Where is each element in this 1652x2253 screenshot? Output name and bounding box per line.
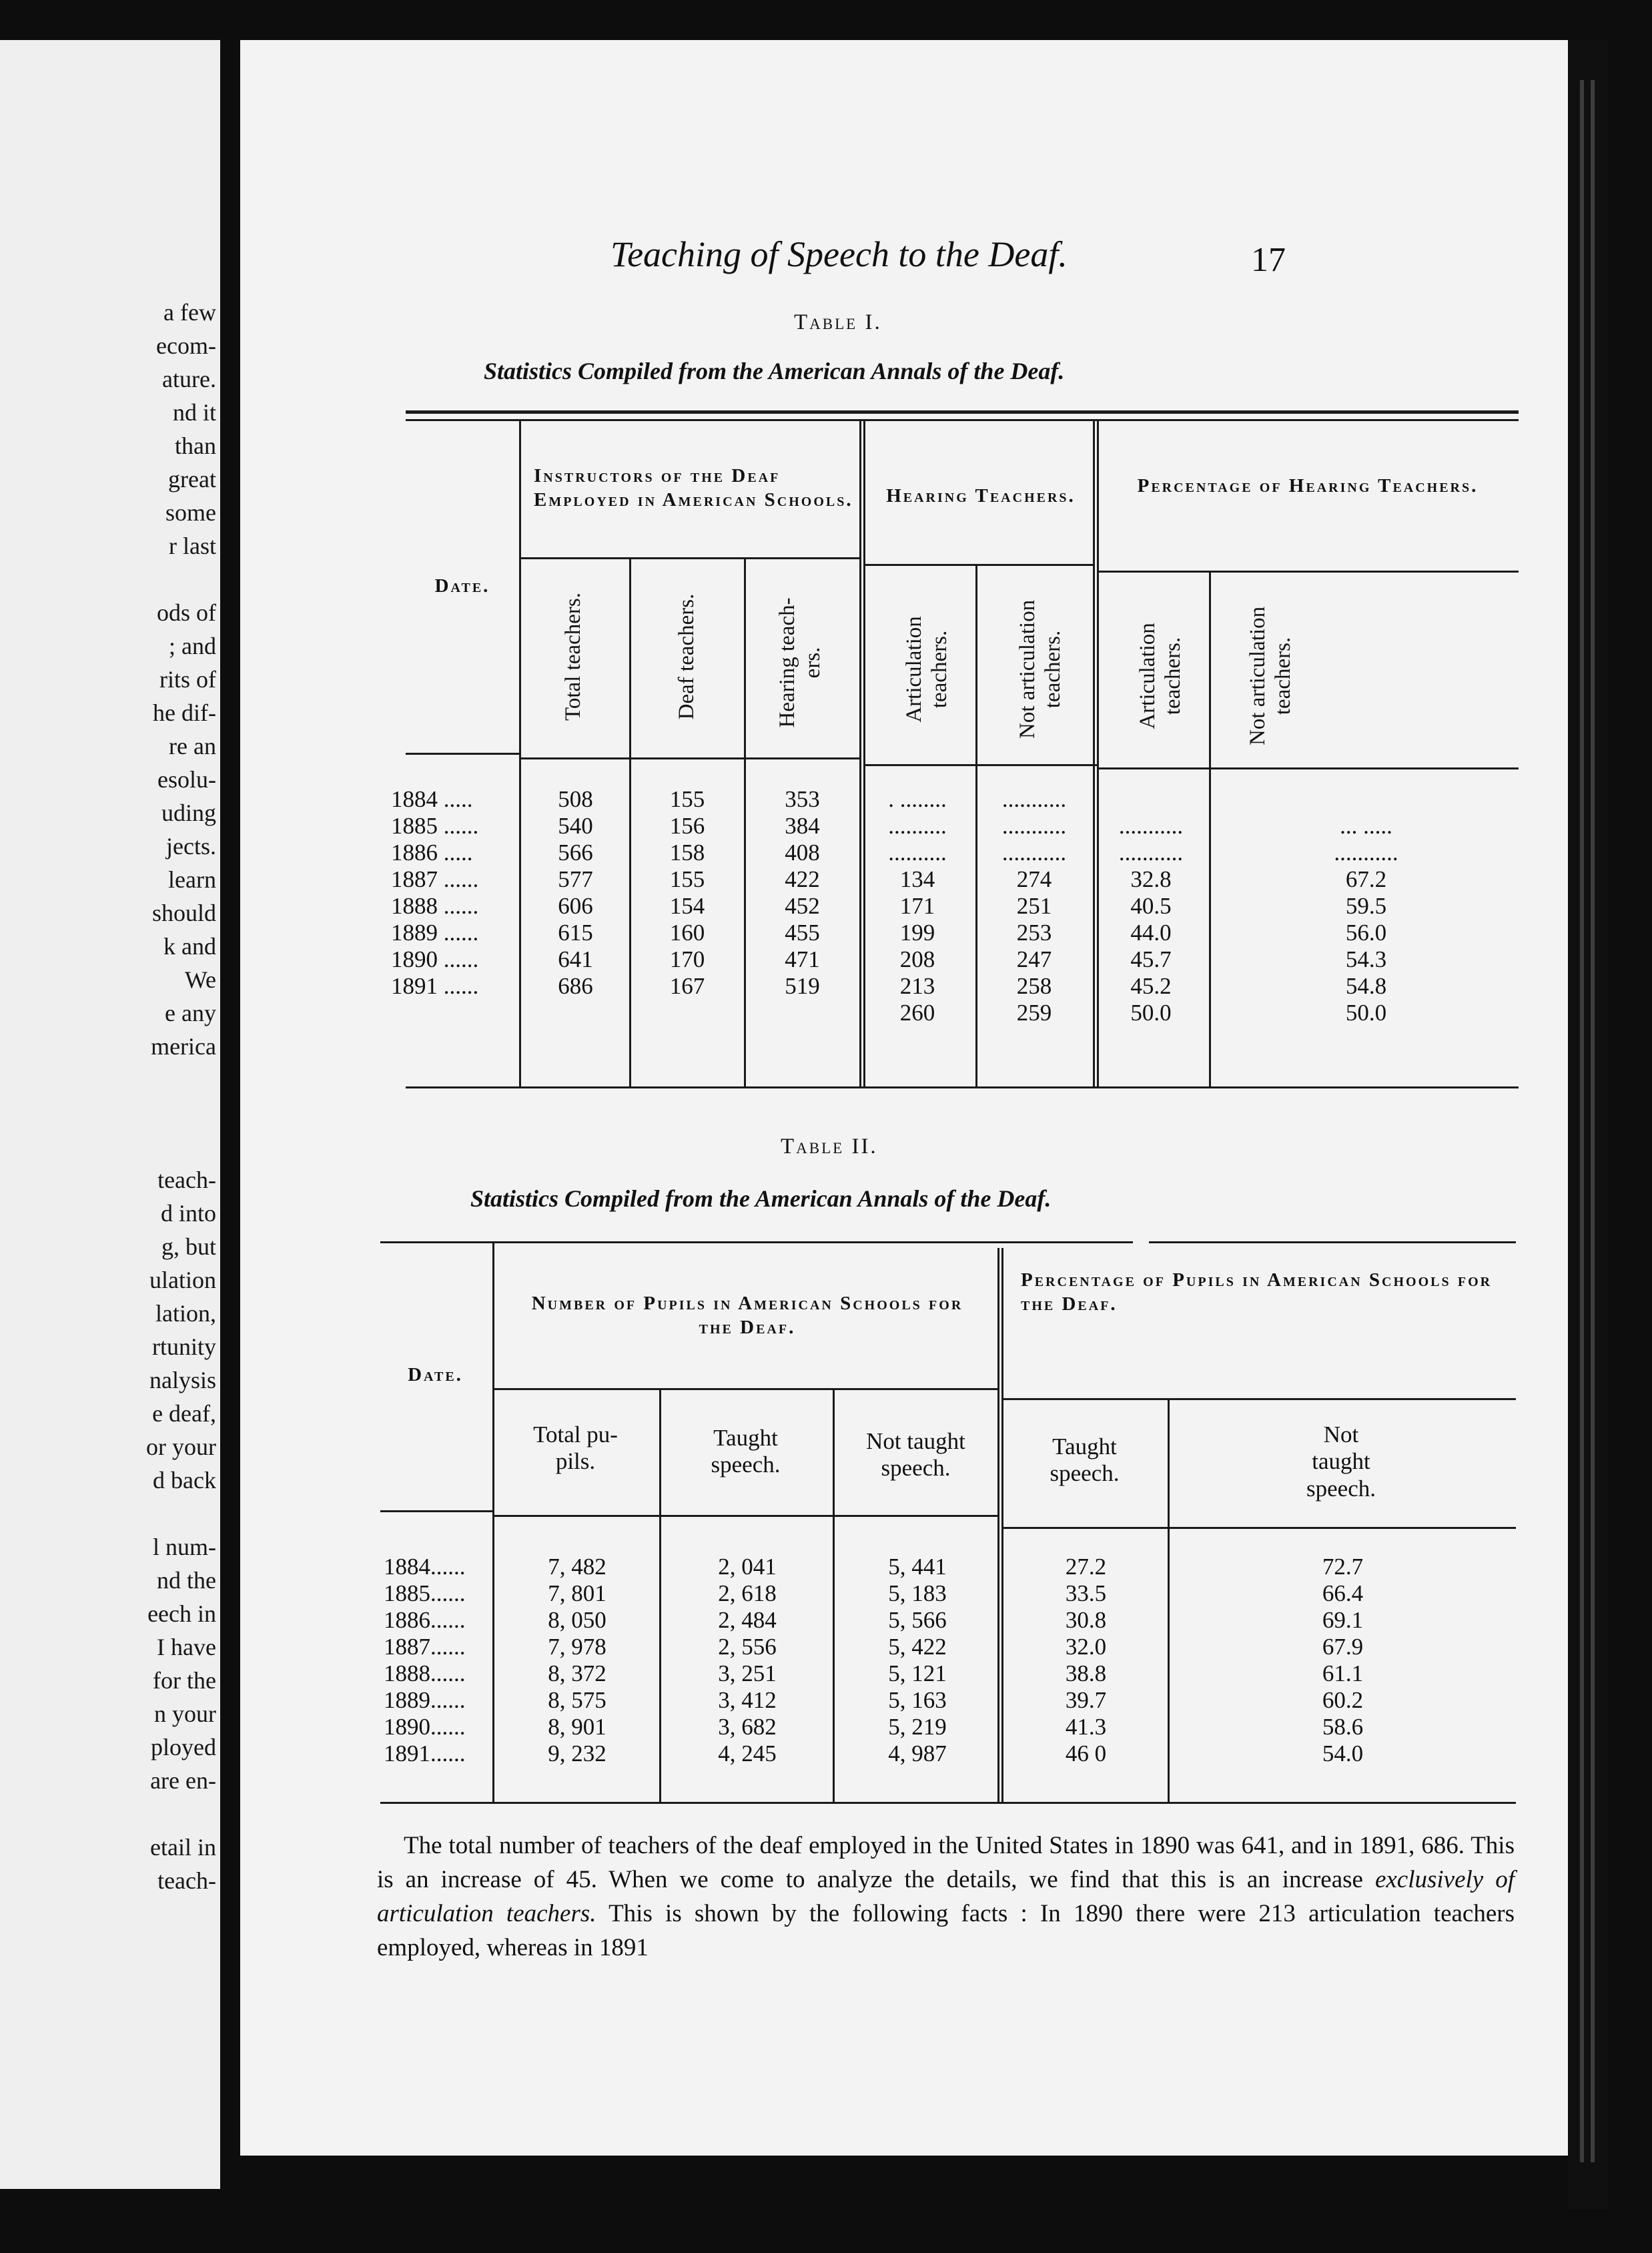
- col-pct-taught-speech: Taught speech.: [1050, 1433, 1120, 1487]
- table1-cell-artic: ..........: [888, 813, 947, 839]
- table2-date-header: Date.: [408, 1364, 463, 1385]
- table2-cell-pn: 60.2: [1322, 1687, 1364, 1713]
- facing-page-text: uding: [161, 799, 216, 826]
- table2-cell-total: 8, 901: [548, 1714, 606, 1740]
- table1-cell-partic: 45.2: [1130, 973, 1172, 999]
- facing-page-text: d back: [153, 1467, 216, 1494]
- table1-cell-pnot: ... .....: [1340, 813, 1392, 839]
- table1-cell-year: 1885 ......: [391, 813, 479, 839]
- table1-cell-partic: ...........: [1118, 840, 1184, 866]
- col-total-teachers: Total teachers.: [561, 593, 586, 721]
- table2-cell-year: 1886......: [384, 1607, 466, 1633]
- facing-page-text: rits of: [159, 666, 216, 693]
- facing-page-text: learn: [168, 866, 216, 893]
- table2-cell-pt: 38.8: [1065, 1660, 1107, 1686]
- table1-cell-artic: . ........: [888, 786, 947, 812]
- table1-group-hearing: Hearing Teachers.: [886, 485, 1076, 507]
- table2-group-pupils: Number of Pupils in American Schools for the Deaf.: [531, 1293, 963, 1339]
- table1-cell-notartic: 247: [1016, 946, 1052, 972]
- facing-page-text: e any: [165, 1000, 216, 1026]
- table1-cell-year: 1888 ......: [391, 893, 479, 919]
- col-total-pupils: Total pu- pils.: [533, 1421, 618, 1475]
- facing-page-text: lation,: [155, 1300, 216, 1327]
- page-number: 17: [1251, 241, 1286, 279]
- table1-cell-pnot: 67.2: [1345, 866, 1387, 892]
- table2-cell-not: 4, 987: [888, 1740, 947, 1766]
- running-header: Teaching of Speech to the Deaf.: [610, 234, 1068, 274]
- facing-page-text: eech in: [147, 1600, 216, 1627]
- facing-page-text: ployed: [151, 1734, 216, 1760]
- facing-page-text: n your: [154, 1700, 216, 1727]
- table1-cell-notartic: 259: [1016, 1000, 1052, 1026]
- table1-cell-hearing: 471: [785, 946, 820, 972]
- facing-page-text: re an: [169, 733, 216, 759]
- table1-cell-partic: 32.8: [1130, 866, 1172, 892]
- table2-cell-taught: 4, 245: [718, 1740, 777, 1766]
- col-not-articulation-teachers: Not articulation teachers.: [1015, 599, 1065, 739]
- facing-page-text: ecom-: [156, 332, 216, 359]
- table2-title: Table II.: [781, 1135, 878, 1159]
- facing-page-fragment: [0, 40, 220, 2189]
- table1-cell-year: 1889 ......: [391, 920, 479, 946]
- table1-cell-hearing: 452: [785, 893, 820, 919]
- table1-cell-artic: 208: [899, 946, 935, 972]
- facing-page-text: teach-: [157, 1167, 216, 1193]
- table2-cell-total: 8, 575: [548, 1687, 606, 1713]
- table2-row: [240, 1714, 1568, 1740]
- table2-row: [240, 1554, 1568, 1580]
- table2-cell-pt: 33.5: [1065, 1580, 1107, 1606]
- table1-cell-year: 1886 .....: [391, 840, 473, 866]
- table1-cell-notartic: 251: [1016, 893, 1052, 919]
- table1-cell-partic: ...........: [1118, 813, 1184, 839]
- facing-page-text: great: [168, 466, 216, 493]
- table1-cell-partic: 44.0: [1130, 920, 1172, 946]
- table1-cell-notartic: ...........: [1001, 840, 1067, 866]
- table2-row: [240, 1634, 1568, 1660]
- facing-page-text: some: [165, 499, 216, 526]
- table2-cell-pn: 66.4: [1322, 1580, 1364, 1606]
- table2-cell-total: 9, 232: [548, 1740, 606, 1766]
- facing-page-text: he dif-: [153, 699, 216, 726]
- table1-cell-pnot: ...........: [1334, 840, 1398, 866]
- table2-row: [240, 1580, 1568, 1607]
- table2-cell-year: 1891......: [384, 1740, 466, 1766]
- facing-page-text: k and: [163, 933, 216, 960]
- facing-page-text: etail in: [150, 1834, 216, 1861]
- facing-page-text: than: [175, 432, 216, 459]
- table2-cell-pt: 46 0: [1065, 1740, 1107, 1766]
- table1-cell-hearing: 519: [785, 973, 820, 999]
- table1-cell-artic: ..........: [888, 840, 947, 866]
- col-taught-speech: Taught speech.: [711, 1425, 781, 1478]
- facing-page-text: nd the: [157, 1567, 216, 1594]
- table2-row: [240, 1740, 1568, 1767]
- table2-cell-year: 1890......: [384, 1714, 466, 1740]
- facing-page-text: ature.: [162, 366, 216, 392]
- table2-cell-taught: 2, 484: [718, 1607, 777, 1633]
- table1-cell-pnot: 54.3: [1345, 946, 1387, 972]
- table2-cell-total: 7, 801: [548, 1580, 606, 1606]
- table1-cell-partic: 45.7: [1130, 946, 1172, 972]
- table2-cell-taught: 2, 041: [718, 1554, 777, 1580]
- facing-page-text: merica: [151, 1033, 216, 1060]
- col-articulation-teachers: Articulation teachers.: [902, 616, 951, 723]
- table2-row: [240, 1660, 1568, 1687]
- table1-cell-hearing: 422: [785, 866, 820, 892]
- table2-cell-pt: 32.0: [1065, 1634, 1107, 1660]
- table1-group-instructors: Instructors of the Deaf Employed in American Schools.: [534, 465, 853, 511]
- table2-cell-total: 7, 482: [548, 1554, 606, 1580]
- table1-cell-year: 1887 ......: [391, 866, 479, 892]
- facing-page-text: a few: [163, 299, 216, 326]
- table1-cell-pnot: 56.0: [1345, 920, 1387, 946]
- facing-page-text: for the: [153, 1667, 216, 1694]
- table1-date-header: Date.: [434, 575, 490, 597]
- table2-row: [240, 1607, 1568, 1634]
- table1-cell-total: 540: [558, 813, 593, 839]
- facing-page-text: r last: [169, 533, 216, 559]
- table1-cell-total: 508: [558, 786, 593, 812]
- table1-cell-deaf: 160: [669, 920, 705, 946]
- table1-cell-notartic: ...........: [1001, 786, 1067, 812]
- table2-cell-year: 1884......: [384, 1554, 466, 1580]
- table1-cell-total: 686: [558, 973, 593, 999]
- table2-caption: Statistics Compiled from the American Annals of the Deaf.: [470, 1185, 1052, 1212]
- facing-page-text: or your: [146, 1433, 216, 1460]
- table2-cell-pn: 61.1: [1322, 1660, 1364, 1686]
- binding-edge: [1568, 40, 1608, 2209]
- table2-cell-not: 5, 183: [888, 1580, 947, 1606]
- page: [240, 40, 1568, 2156]
- table1-cell-artic: 171: [899, 893, 935, 919]
- table2-cell-taught: 3, 412: [718, 1687, 777, 1713]
- facing-page-text: nd it: [172, 399, 216, 426]
- table1-cell-deaf: 158: [669, 840, 705, 866]
- table2-cell-taught: 3, 682: [718, 1714, 777, 1740]
- body-paragraph: The total number of teachers of the deaf employed in the United States in 1890 was 641, and in 1891, 686. This is an increase of 45. When we come to analyze the details, we find that this is an increase exclusively of articulation teachers. This is shown by the following facts : In 1890 there were 213 articulation teachers employed, whereas in 1891: [377, 1832, 1515, 1961]
- table2-cell-not: 5, 566: [888, 1607, 947, 1633]
- facing-page-text: I have: [157, 1634, 216, 1660]
- table1-cell-total: 566: [558, 840, 593, 866]
- table1-cell-deaf: 170: [669, 946, 705, 972]
- table2-cell-taught: 3, 251: [718, 1660, 777, 1686]
- table2-cell-not: 5, 163: [888, 1687, 947, 1713]
- table1-cell-hearing: 408: [785, 840, 820, 866]
- table2-cell-pn: 58.6: [1322, 1714, 1364, 1740]
- table1-cell-artic: 213: [899, 973, 935, 999]
- table1-group-percentage: Percentage of Hearing Teachers.: [1137, 475, 1479, 497]
- col-deaf-teachers: Deaf teachers.: [675, 593, 699, 720]
- table2-row: [240, 1687, 1568, 1714]
- table2-cell-pn: 69.1: [1322, 1607, 1364, 1633]
- table2-cell-year: 1888......: [384, 1660, 466, 1686]
- table1-cell-hearing: 353: [785, 786, 820, 812]
- facing-page-text: teach-: [157, 1867, 216, 1894]
- facing-page-text: We: [184, 966, 216, 993]
- table1-cell-pnot: 50.0: [1345, 1000, 1387, 1026]
- table1-cell-total: 641: [558, 946, 593, 972]
- facing-page-text: ; and: [169, 633, 216, 659]
- table2-group-percentage: Percentage of Pupils in American Schools for the Deaf.: [1021, 1269, 1493, 1315]
- facing-page-text: jects.: [166, 833, 216, 860]
- table1-cell-pnot: 54.8: [1345, 973, 1387, 999]
- col-hearing-teachers: Hearing teach- ers.: [775, 597, 825, 728]
- table2-cell-year: 1885......: [384, 1580, 466, 1606]
- table1-title: Table I.: [794, 310, 882, 334]
- table2-body: [240, 1554, 1568, 1794]
- table2-cell-total: 7, 978: [548, 1634, 606, 1660]
- table1-cell-year: 1890 ......: [391, 946, 479, 972]
- facing-page-text: d into: [160, 1200, 216, 1227]
- facing-page-text: are en-: [150, 1767, 216, 1794]
- table2-cell-year: 1887......: [384, 1634, 466, 1660]
- table1-cell-artic: 134: [899, 866, 935, 892]
- table2-cell-total: 8, 050: [548, 1607, 606, 1633]
- table1-cell-notartic: ...........: [1001, 813, 1067, 839]
- table1-cell-notartic: 258: [1016, 973, 1052, 999]
- table2-cell-total: 8, 372: [548, 1660, 606, 1686]
- table1-cell-deaf: 154: [669, 893, 705, 919]
- table1-caption: Statistics Compiled from the American Annals of the Deaf.: [484, 358, 1065, 384]
- emphasis-text: exclusively of articulation teachers.: [377, 1866, 1515, 1927]
- table1-cell-year: 1891 ......: [391, 973, 479, 999]
- col-pct-articulation: Articulation teachers.: [1136, 623, 1185, 729]
- table1-cell-pnot: 59.5: [1345, 893, 1387, 919]
- table1-cell-partic: 50.0: [1130, 1000, 1172, 1026]
- table2-cell-taught: 2, 618: [718, 1580, 777, 1606]
- table2-cell-year: 1889......: [384, 1687, 466, 1713]
- table2-cell-pt: 39.7: [1065, 1687, 1107, 1713]
- table2-cell-not: 5, 219: [888, 1714, 947, 1740]
- table1-cell-hearing: 384: [785, 813, 820, 839]
- table2-cell-pt: 41.3: [1065, 1714, 1107, 1740]
- table2-cell-pn: 54.0: [1322, 1740, 1364, 1766]
- facing-page-text: ods of: [157, 599, 216, 626]
- table1-cell-partic: 40.5: [1130, 893, 1172, 919]
- table1-cell-artic: 260: [899, 1000, 935, 1026]
- table2-cell-not: 5, 121: [888, 1660, 947, 1686]
- table1-cell-artic: 199: [899, 920, 935, 946]
- table1-cell-total: 577: [558, 866, 593, 892]
- facing-page-text: rtunity: [152, 1333, 216, 1360]
- facing-page-text: l num-: [153, 1534, 216, 1560]
- facing-page-text: e deaf,: [152, 1400, 216, 1427]
- table2-cell-pt: 27.2: [1065, 1554, 1107, 1580]
- facing-page-text: should: [151, 900, 216, 926]
- facing-page-text: esolu-: [157, 766, 216, 793]
- table1-cell-year: 1884 .....: [391, 786, 473, 812]
- table1-cell-deaf: 156: [669, 813, 705, 839]
- table1-cell-deaf: 155: [669, 786, 705, 812]
- facing-page-text: nalysis: [149, 1367, 216, 1393]
- table1-cell-hearing: 455: [785, 920, 820, 946]
- col-pct-not-taught: Not taught speech.: [1306, 1421, 1376, 1502]
- facing-page-text: g, but: [161, 1233, 216, 1260]
- facing-page-text: ulation: [149, 1267, 216, 1293]
- table1-cell-notartic: 274: [1016, 866, 1052, 892]
- table1-cell-total: 615: [558, 920, 593, 946]
- table2-cell-taught: 2, 556: [718, 1634, 777, 1660]
- table2-cell-pn: 72.7: [1322, 1554, 1364, 1580]
- table2-cell-pn: 67.9: [1322, 1634, 1364, 1660]
- table2-cell-not: 5, 422: [888, 1634, 947, 1660]
- col-pct-not-articulation: Not articulation teachers.: [1246, 606, 1295, 745]
- table2-cell-pt: 30.8: [1065, 1607, 1107, 1633]
- table1-cell-deaf: 167: [669, 973, 705, 999]
- col-not-taught-speech: Not taught speech.: [866, 1428, 965, 1482]
- table1-cell-deaf: 155: [669, 866, 705, 892]
- table1-cell-total: 606: [558, 893, 593, 919]
- table2-cell-not: 5, 441: [888, 1554, 947, 1580]
- table1-cell-notartic: 253: [1016, 920, 1052, 946]
